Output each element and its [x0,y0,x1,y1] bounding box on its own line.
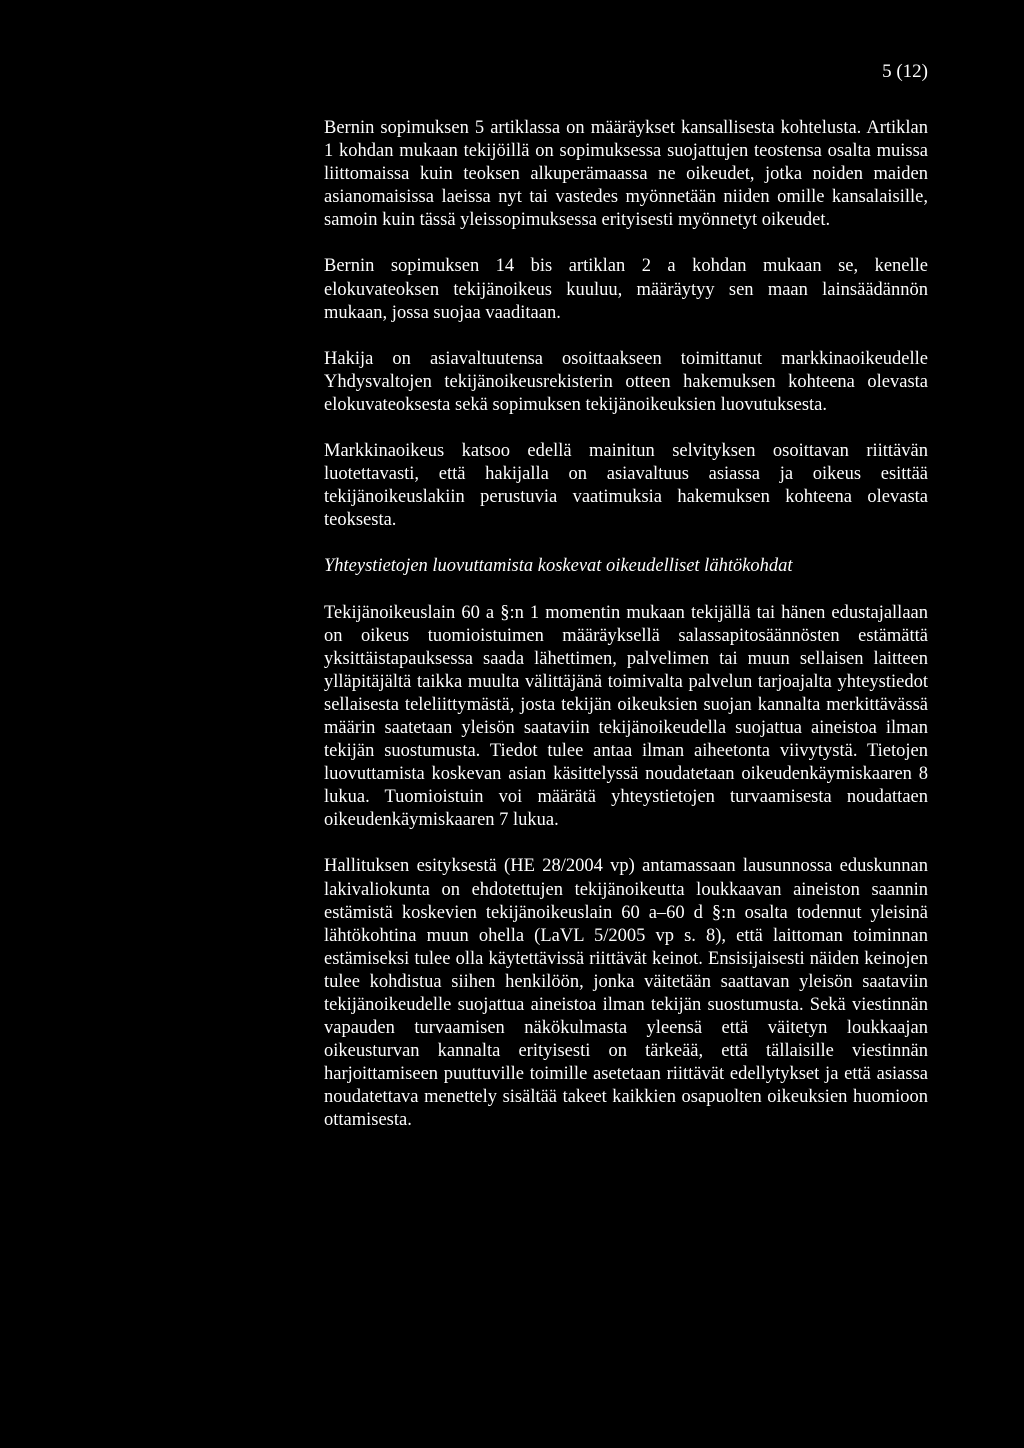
paragraph-authorization-evidence: Hakija on asiavaltuutensa osoittaakseen toimittanut markkinaoikeudelle Yhdysvaltojen tekijänoikeusrekisterin otteen hakemuksen kohteena olevasta elokuvateoksesta sekä sopimuksen tekijänoikeuksien luovutuksesta. [324,348,928,415]
paragraph-court-assessment: Markkinaoikeus katsoo edellä mainitun selvityksen osoittavan riittävän luotettavasti, että hakijalla on asiavaltuus asiassa ja oikeus esittää tekijänoikeuslakiin perustuvia vaatimuksia hakemuksen kohteena olevasta teoksesta. [324,441,928,531]
page-number: 5 (12) [882,61,928,82]
section-heading: Yhteystietojen luovuttamista koskevat oikeudelliset lähtökohdat [324,556,793,577]
paragraph-national-treatment: Bernin sopimuksen 5 artiklassa on määräykset kansallisesta kohtelusta. Artiklan 1 kohdan mukaan tekijöillä on sopimuksessa suojattujen teostensa osalta muissa liittomaissa kuin teoksen alkuperämaassa ne oikeudet, jotka noiden maiden asianomaisissa laeissa nyt tai vastedes myönnetään niiden omille kansalaisille, samoin kuin tässä yleissopimuksessa erityisesti myönnetyt oikeudet. [324,118,928,231]
paragraph-film-copyright: Bernin sopimuksen 14 bis artiklan 2 a kohdan mukaan se, kenelle elokuvateoksen tekijänoikeus kuuluu, määräytyy sen maan lainsäädännön mukaan, jossa suojaa vaaditaan. [324,256,928,323]
paragraph-section-60a: Tekijänoikeuslain 60 a §:n 1 momentin mukaan tekijällä tai hänen edustajallaan on oikeus tuomioistuimen määräyksellä salassapitosäännösten estämättä yksittäistapauksessa saada lähettimen, palvelimen tai muun sellaisen laitteen ylläpitäjältä taikka muulta välittäjänä toimivalta palvelun tarjoajalta yhteystiedot sellaisesta teleliittymästä, josta tekijän oikeuksien suojan kannalta merkittävässä määrin saatetaan yleisön saataviin tekijänoikeudella suojattua aineistoa ilman tekijän suostumusta. Tiedot tulee antaa ilman aiheetonta viivytystä. Tietojen luovuttamista koskevan asian käsittelyssä noudatetaan oikeudenkäymiskaaren 8 lukua. Tuomioistuin voi määrätä yhteystietojen turvaamisesta noudattaen oikeudenkäymiskaaren 7 lukua. [324,602,928,831]
paragraph-government-proposal: Hallituksen esityksestä (HE 28/2004 vp) antamassaan lausunnossa eduskunnan lakivaliokunta on ehdotettujen tekijänoikeutta loukkaavan aineiston saannin estämistä koskevien tekijänoikeuslain 60 a–60 d §:n osalta todennut yleisinä lähtökohtina muun ohella (LaVL 5/2005 vp s. 8), että laittoman toiminnan estämiseksi tulee olla käytettävissä riittävät keinot. Ensisijaisesti näiden keinojen tulee kohdistua siihen henkilöön, jonka väitetään saattavan yleisön saataviin tekijänoikeudelle suojattua aineistoa ilman tekijän suostumusta. Sekä viestinnän vapauden turvaamisen näkökulmasta yleensä että väitetyn loukkaajan oikeusturvan kannalta erityisesti on tärkeää, että tällaisille viestinnän harjoittamiseen puuttuville toimille asetetaan riittävät edellytykset ja että asiassa noudatettava menettely sisältää takeet kaikkien osapuolten oikeuksien huomioon ottamisesta. [324,856,928,1131]
document-body [324,117,928,1156]
